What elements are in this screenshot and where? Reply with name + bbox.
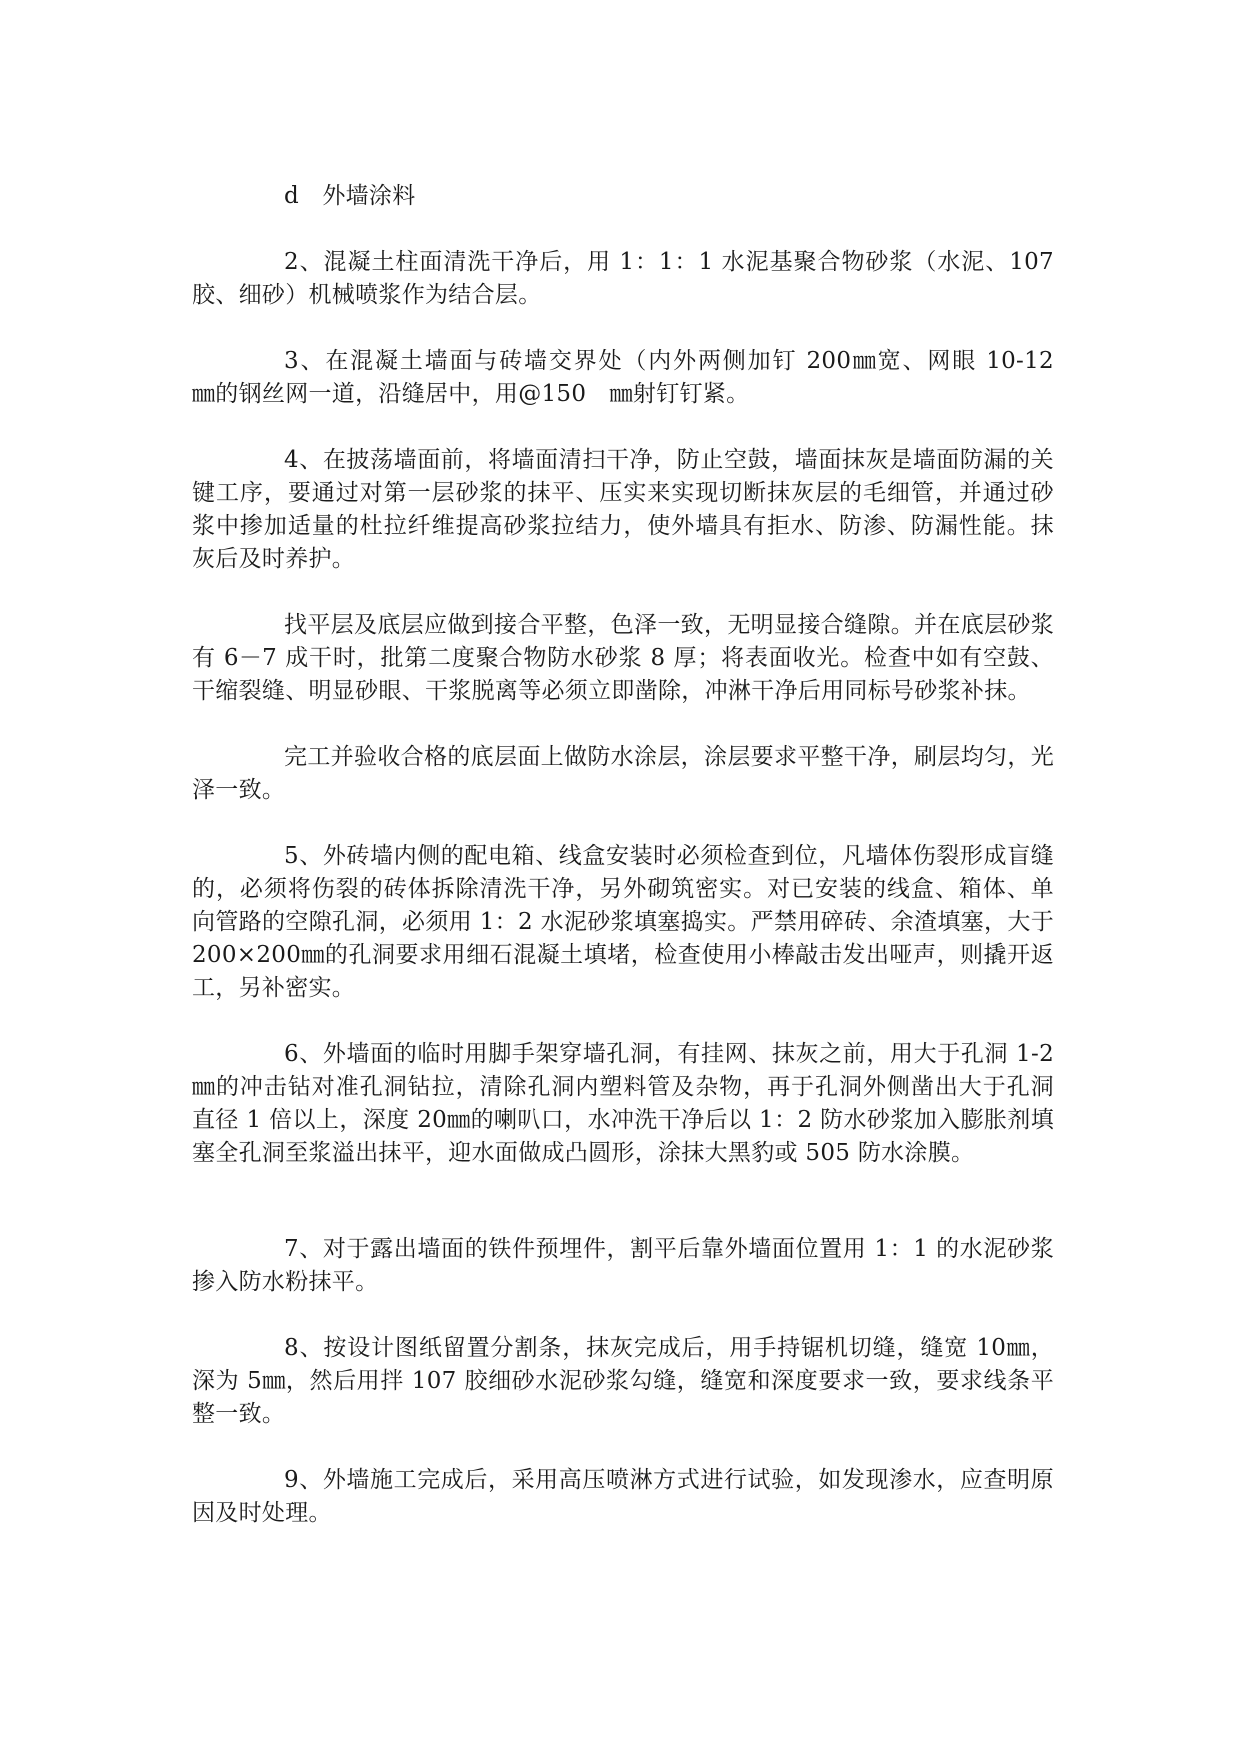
paragraph-2: 2、混凝土柱面清洗干净后，用 1：1：1 水泥基聚合物砂浆（水泥、107 胶、细砂）机械喷浆作为结合层。	[192, 249, 1054, 308]
paragraph-7: 7、对于露出墙面的铁件预埋件，割平后靠外墙面位置用 1：1 的水泥砂浆掺入防水粉抹平。	[192, 1236, 1054, 1295]
paragraph-3: 3、在混凝土墙面与砖墙交界处（内外两侧加钉 200㎜宽、网眼 10-12 ㎜的钢丝网一道，沿缝居中，用@150 ㎜射钉钉紧。	[192, 348, 1078, 407]
section-heading: d 外墙涂料	[284, 183, 416, 209]
paragraph-9: 9、外墙施工完成后，采用高压喷淋方式进行试验，如发现渗水，应查明原因及时处理。	[192, 1467, 1054, 1526]
paragraph-6: 6、外墙面的临时用脚手架穿墙孔洞，有挂网、抹灰之前，用大于孔洞 1-2㎜的冲击钻对准孔洞钻拉，清除孔洞内塑料管及杂物，再于孔洞外侧凿出大于孔洞直径 1 倍以上，深度 20㎜的喇叭口，水冲洗干净后以 1：2 防水砂浆加入膨胀剂填塞全孔洞至浆溢出抹平，迎水面做成凸圆形，涂抹大黑豹或 505 防水涂膜。	[192, 1041, 1054, 1166]
paragraph-leveling-layer: 找平层及底层应做到接合平整，色泽一致，无明显接合缝隙。并在底层砂浆有 6－7 成干时，批第二度聚合物防水砂浆 8 厚；将表面收光。检查中如有空鼓、干缩裂缝、明显砂眼、干浆脱离等必须立即凿除，冲淋干净后用同标号砂浆补抹。	[192, 612, 1054, 704]
paragraph-8: 8、按设计图纸留置分割条，抹灰完成后，用手持锯机切缝，缝宽 10㎜，深为 5㎜，然后用拌 107 胶细砂水泥砂浆勾缝，缝宽和深度要求一致，要求线条平整一致。	[192, 1335, 1054, 1427]
paragraph-5: 5、外砖墙内侧的配电箱、线盒安装时必须检查到位，凡墙体伤裂形成盲缝的，必须将伤裂的砖体拆除清洗干净，另外砌筑密实。对已安装的线盒、箱体、单向管路的空隙孔洞，必须用 1：2 水泥砂浆填塞捣实。严禁用碎砖、余渣填塞，大于 200×200㎜的孔洞要求用细石混凝土填堵，检查使用小棒敲击发出哑声，则撬开返工，另补密实。	[192, 843, 1054, 1001]
paragraph-4: 4、在披荡墙面前，将墙面清扫干净，防止空鼓，墙面抹灰是墙面防漏的关键工序，要通过对第一层砂浆的抹平、压实来实现切断抹灰层的毛细管，并通过砂浆中掺加适量的杜拉纤维提高砂浆拉结力，使外墙具有拒水、防渗、防漏性能。抹灰后及时养护。	[192, 447, 1054, 572]
document-body	[192, 180, 1078, 1563]
paragraph-waterproof-coating: 完工并验收合格的底层面上做防水涂层，涂层要求平整干净，刷层均匀，光泽一致。	[192, 744, 1054, 803]
